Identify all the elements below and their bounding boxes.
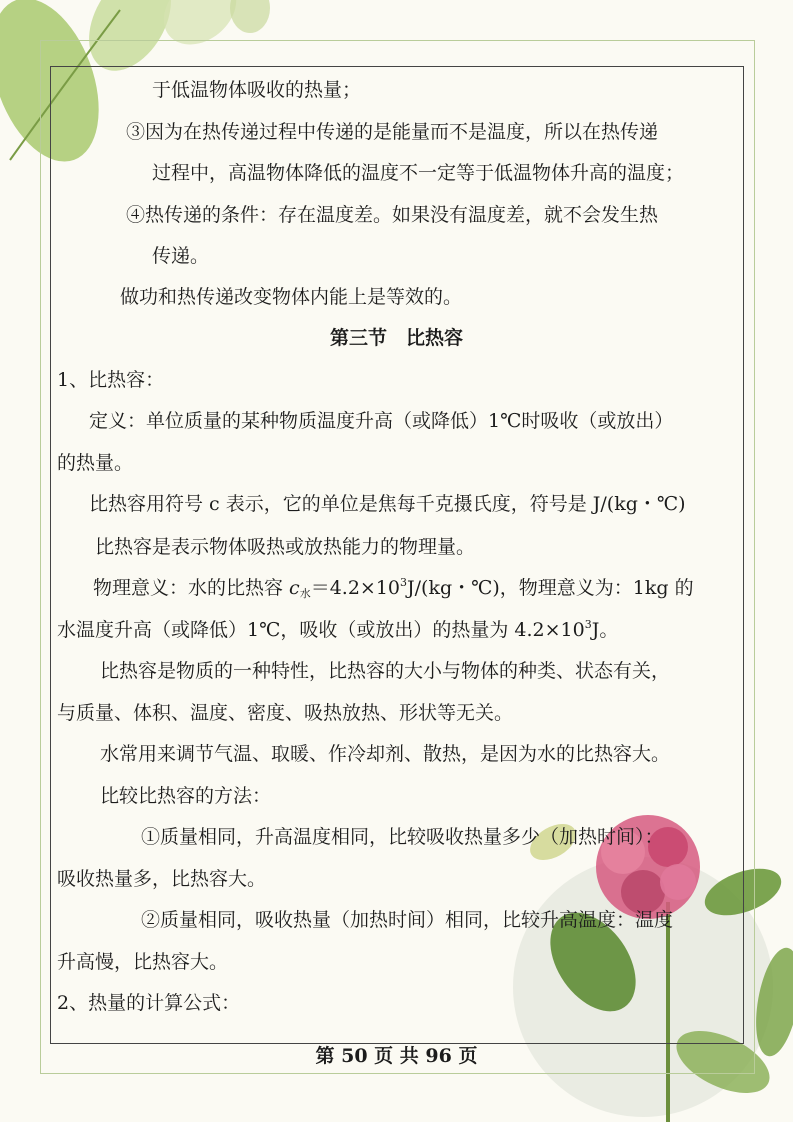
text-line: ①质量相同，升高温度相同，比较吸收热量多少（加热时间）： — [141, 826, 664, 848]
text-line — [57, 618, 618, 642]
text-line: ②质量相同，吸收热量（加热时间）相同，比较升高温度：温度 — [141, 909, 674, 931]
page-footer: 第 50 页 共 96 页 — [315, 1045, 478, 1067]
superscript: 3 — [584, 618, 592, 631]
subscript-water: 水 — [299, 587, 311, 600]
text-line: 过程中，高温物体降低的温度不一定等于低温物体升高的温度； — [152, 162, 685, 184]
text-line: 比热容是物质的一种特性，比热容的大小与物体的种类、状态有关， — [100, 660, 671, 682]
text-line: 于低温物体吸收的热量； — [152, 79, 362, 101]
symbol-c: c — [289, 577, 300, 599]
text-run: J/(kg・℃)，物理意义为：1kg 的 — [407, 577, 694, 599]
text-line: 传递。 — [152, 245, 210, 267]
text-run: 物理意义：水的比热容 — [93, 577, 290, 599]
text-line: ③因为在热传递过程中传递的是能量而不是温度，所以在热传递 — [126, 121, 659, 143]
text-line: 2、热量的计算公式： — [57, 992, 241, 1014]
text-run: 水温度升高（或降低）1℃，吸收（或放出）的热量为 4.2×10 — [57, 619, 585, 641]
text-run: ＝4.2×10 — [310, 577, 401, 599]
text-line: 与质量、体积、温度、密度、吸热放热、形状等无关。 — [57, 702, 514, 724]
text-line: 做功和热传递改变物体内能上是等效的。 — [120, 286, 463, 308]
text-line — [93, 576, 694, 606]
text-line: 1、比热容： — [57, 369, 165, 391]
text-line: 水常用来调节气温、取暖、作冷却剂、散热，是因为水的比热容大。 — [100, 743, 671, 765]
text-line: 比热容是表示物体吸热或放热能力的物理量。 — [95, 536, 476, 558]
section-heading: 第三节 比热容 — [329, 327, 463, 349]
text-line: ④热传递的条件：存在温度差。如果没有温度差，就不会发生热 — [126, 204, 659, 226]
text-line: 升高慢，比热容大。 — [57, 951, 229, 973]
text-run: J。 — [591, 619, 619, 641]
text-line: 定义：单位质量的某种物质温度升高（或降低）1℃时吸收（或放出） — [89, 410, 674, 432]
text-line: 比热容用符号 c 表示，它的单位是焦每千克摄氏度，符号是 J/(kg・℃) — [89, 493, 686, 515]
superscript: 3 — [400, 576, 408, 589]
text-line: 的热量。 — [57, 452, 134, 474]
text-line: 比较比热容的方法： — [100, 785, 272, 807]
text-line: 吸收热量多，比热容大。 — [57, 868, 267, 890]
